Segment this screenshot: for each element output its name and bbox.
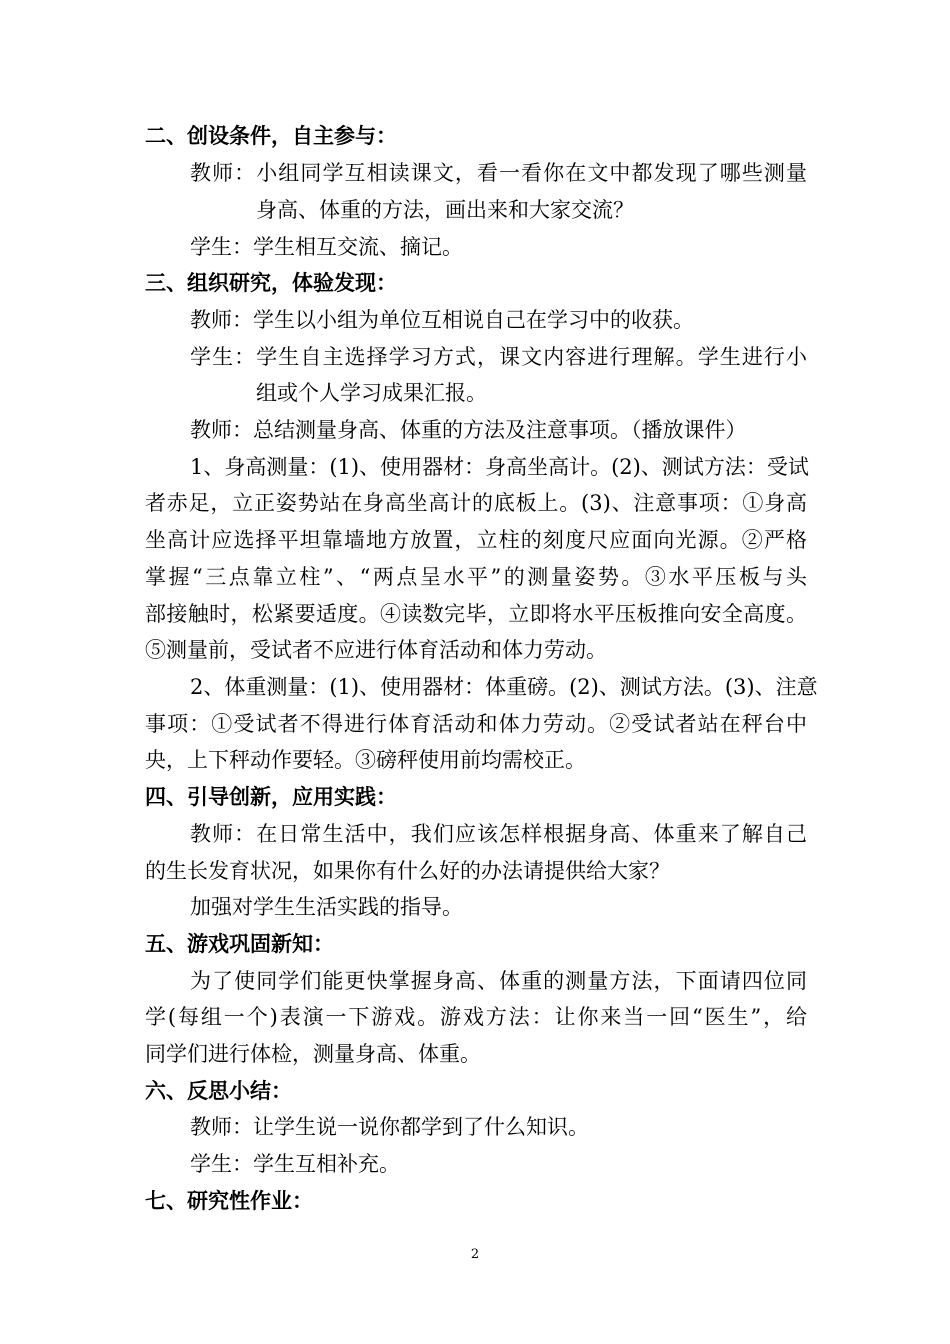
teacher-line: 教师：在日常生活中，我们应该怎样根据身高、体重来了解自己 [190,822,807,846]
student-line-cont: 组或个人学习成果汇报。 [256,381,487,405]
student-line: 学生：学生相互交流、摘记。 [190,235,463,259]
height-paragraph-line: 部接触时，松紧要适度。④读数完毕，立即将水平压板推向安全高度。 [145,602,807,626]
weight-paragraph-line: 2、体重测量：(1)、使用器材：体重磅。(2)、测试方法。(3)、注意 [190,675,818,699]
game-paragraph-line: 学(每组一个)表演一下游戏。游戏方法：让你来当一回“医生”，给 [145,1005,807,1029]
teacher-line-cont: 身高、体重的方法，画出来和大家交流？ [256,198,634,222]
section-heading-2: 二、创设条件，自主参与： [145,124,397,148]
student-line: 学生：学生互相补充。 [190,1152,400,1176]
section-heading-7: 七、研究性作业： [145,1189,313,1213]
section-heading-5: 五、游戏巩固新知： [145,932,334,956]
height-paragraph-line: 1、身高测量：(1)、使用器材：身高坐高计。(2)、测试方法：受试 [190,455,809,479]
teacher-line-cont: 的生长发育状况，如果你有什么好的办法请提供给大家？ [145,859,670,883]
height-paragraph-line: 坐高计应选择平坦靠墙地方放置，立柱的刻度尺应面向光源。②严格 [145,528,807,552]
section-heading-6: 六、反思小结： [145,1079,292,1103]
weight-paragraph-line: 央，上下秤动作要轻。③磅秤使用前均需校正。 [145,748,586,772]
teacher-line: 教师：小组同学互相读课文，看一看你在文中都发现了哪些测量 [190,161,807,185]
teacher-line: 教师：让学生说一说你都学到了什么知识。 [190,1115,589,1139]
game-paragraph-line: 同学们进行体检，测量身高、体重。 [145,1042,481,1066]
height-paragraph-line: 掌握“三点靠立柱”、“两点呈水平”的测量姿势。③水平压板与头 [145,565,807,589]
height-paragraph-line: ⑤测量前，受试者不应进行体育活动和体力劳动。 [145,638,607,662]
page-number: 2 [470,1247,480,1262]
teacher-line: 教师：学生以小组为单位互相说自己在学习中的收获。 [190,308,694,332]
teacher-line: 教师：总结测量身高、体重的方法及注意事项。（播放课件） [190,418,747,442]
weight-paragraph-line: 事项：①受试者不得进行体育活动和体力劳动。②受试者站在秤台中 [145,712,807,736]
section-heading-4: 四、引导创新，应用实践： [145,785,397,809]
section-heading-3: 三、组织研究，体验发现： [145,271,397,295]
guide-line: 加强对学生生活实践的指导。 [190,895,463,919]
height-paragraph-line: 者赤足，立正姿势站在身高坐高计的底板上。(3)、注意事项：①身高 [145,491,807,515]
game-paragraph-line: 为了使同学们能更快掌握身高、体重的测量方法，下面请四位同 [190,969,807,993]
student-line: 学生：学生自主选择学习方式，课文内容进行理解。学生进行小 [190,345,807,369]
